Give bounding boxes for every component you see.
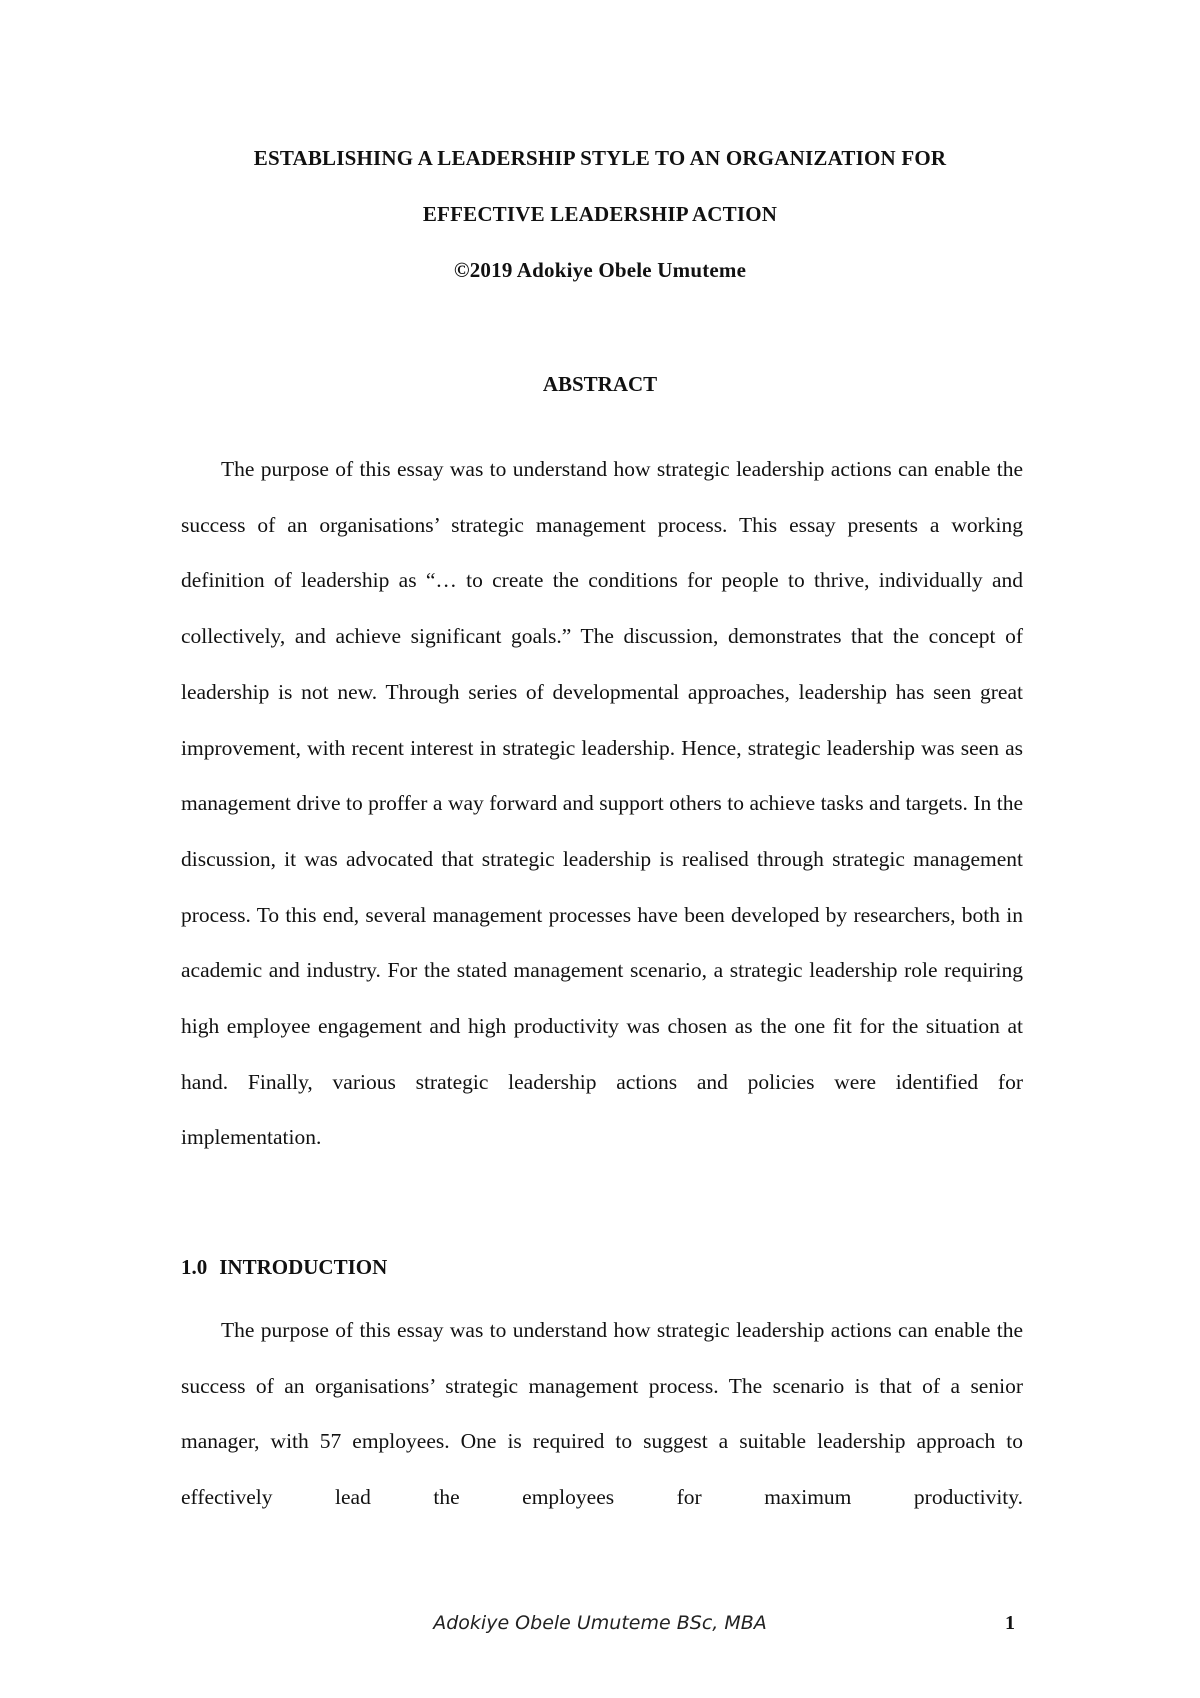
section-number: 1.0 — [181, 1255, 208, 1279]
abstract-heading: ABSTRACT — [542, 372, 658, 396]
document-title-line-1: ESTABLISHING A LEADERSHIP STYLE TO AN ORGANIZATION FOR — [253, 146, 947, 170]
page-number: 1 — [1005, 1612, 1015, 1634]
copyright-author: ©2019 Adokiye Obele Umuteme — [453, 258, 747, 282]
introduction-paragraph: The purpose of this essay was to understand how strategic leadership actions can enable the success of an organisations’ strategic management process. The scenario is that of a senior manager, with 57 employees. One is required to suggest a suitable leadership approach to effectively lead the employees for maximum productivity. — [181, 1318, 1023, 1510]
footer-author: Adokiye Obele Umuteme BSc, MBA — [433, 1612, 767, 1634]
document-title-line-2: EFFECTIVE LEADERSHIP ACTION — [422, 202, 778, 226]
abstract-paragraph: The purpose of this essay was to understand how strategic leadership actions can enable the success of an organisations’ strategic management process. This essay presents a working definition of leadership as “… to create the conditions for people to thrive, individually and collectively, and achieve significant goals.” The discussion, demonstrates that the concept of leadership is not new. Through series of developmental approaches, leadership has seen great improvement, with recent interest in strategic leadership. Hence, strategic leadership was seen as management drive to proffer a way forward and support others to achieve tasks and targets. In the discussion, it was advocated that strategic leadership is realised through strategic management process. To this end, several management processes have been developed by researchers, both in academic and industry. For the stated management scenario, a strategic leadership role requiring high employee engagement and high productivity was chosen as the one fit for the situation at hand. Finally, various strategic leadership actions and policies were identified for implementation. — [181, 457, 1023, 1150]
section-heading-introduction — [181, 1255, 387, 1280]
page-footer — [0, 1612, 1200, 1642]
section-title: INTRODUCTION — [219, 1255, 388, 1279]
